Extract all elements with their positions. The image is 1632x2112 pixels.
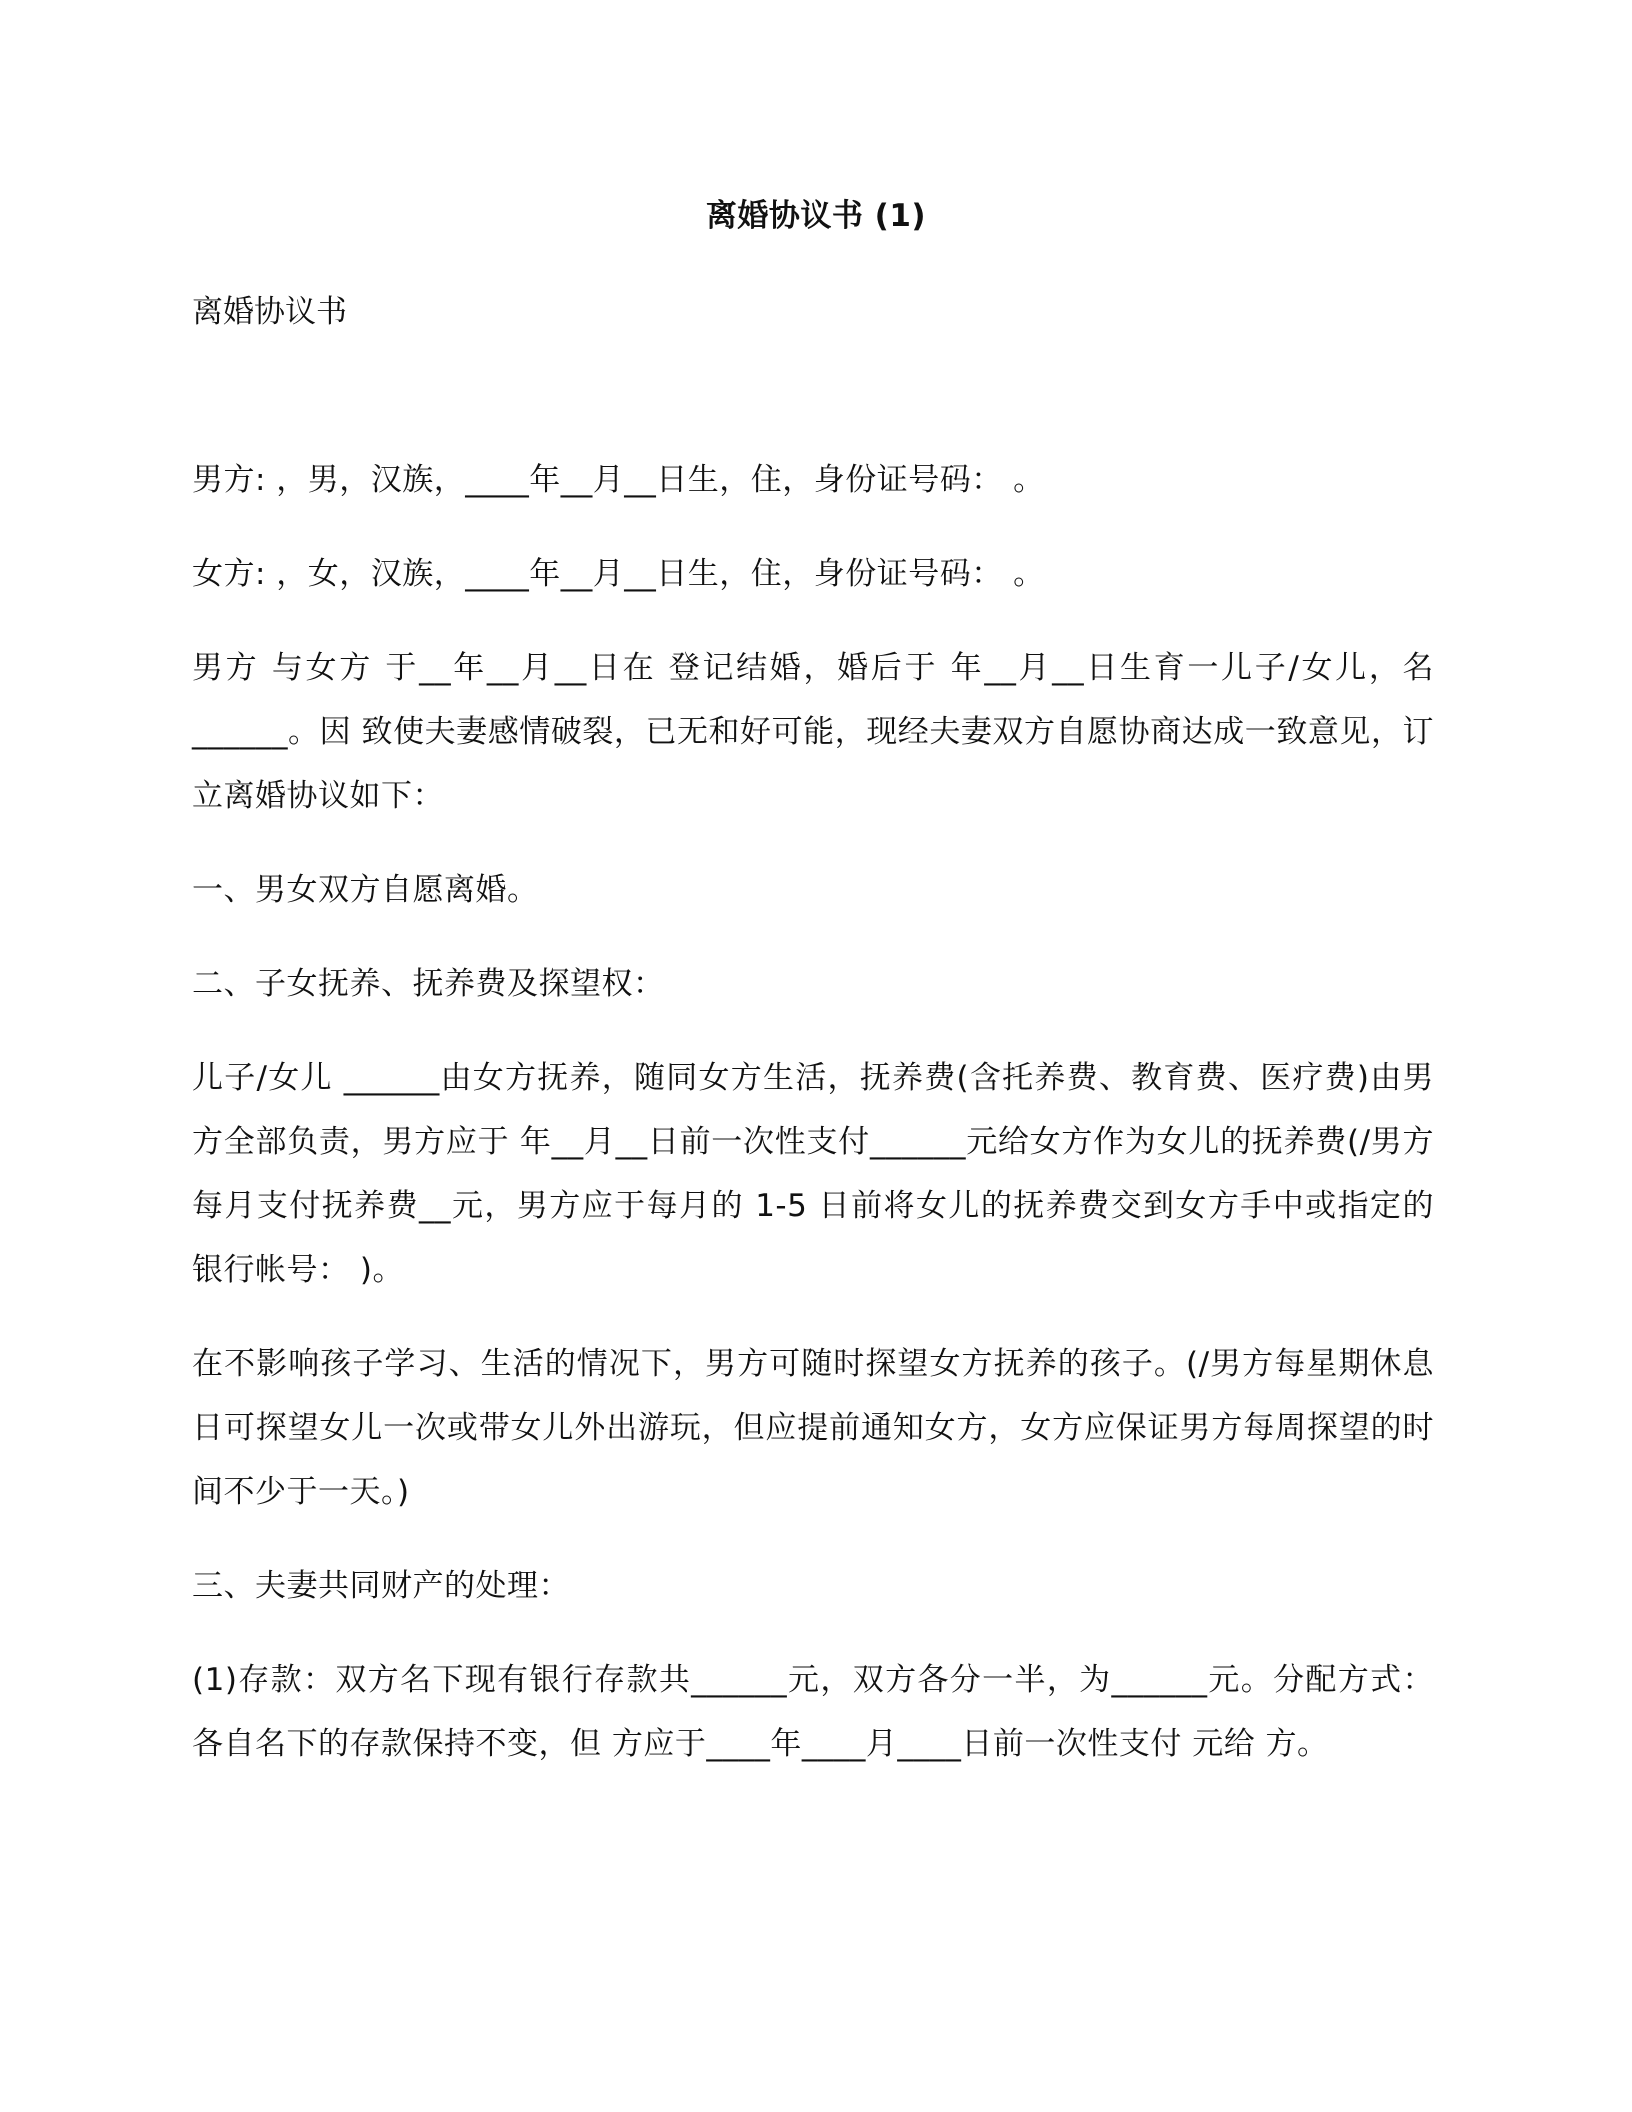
clause-1-divorce: 一、男女双方自愿离婚。 [192, 872, 539, 908]
paragraph-savings: (1)存款：双方名下现有银行存款共______元，双方各分一半，为______元。分配方式：各自名下的存款保持不变，但 方应于____年____月____日前一次性支付 元给 方。 [192, 1662, 1434, 1762]
paragraph-male-party: 男方: ，男，汉族，____年__月__日生，住，身份证号码： 。 [192, 462, 1045, 498]
document-subtitle: 离婚协议书 [192, 294, 347, 330]
document-body [192, 448, 1434, 1806]
paragraph-visitation: 在不影响孩子学习、生活的情况下，男方可随时探望女方抚养的孩子。(/男方每星期休息日可探望女儿一次或带女儿外出游玩，但应提前通知女方，女方应保证男方每周探望的时间不少于一天。) [192, 1346, 1434, 1510]
paragraph-female-party: 女方: ，女，汉族，____年__月__日生，住，身份证号码： 。 [192, 556, 1045, 592]
clause-3-heading: 三、夫妻共同财产的处理： [192, 1568, 570, 1604]
paragraph-child-support: 儿子/女儿 ______由女方抚养，随同女方生活，抚养费(含托养费、教育费、医疗费)由男方全部负责，男方应于 年__月__日前一次性支付______元给女方作为女儿的抚养费(/男方每月支付抚养费__元，男方应于每月的 1-5 日前将女儿的抚养费交到女方手中或指定的 银行帐号： )。 [192, 1060, 1434, 1288]
document-title: 离婚协议书 (1) [705, 198, 927, 234]
clause-2-heading: 二、子女抚养、抚养费及探望权： [192, 966, 665, 1002]
paragraph-marriage-background: 男方 与女方 于__年__月__日在 登记结婚，婚后于 年__月__日生育一儿子/女儿，名______。因 致使夫妻感情破裂，已无和好可能，现经夫妻双方自愿协商达成一致意见，订立离婚协议如下： [192, 650, 1434, 814]
